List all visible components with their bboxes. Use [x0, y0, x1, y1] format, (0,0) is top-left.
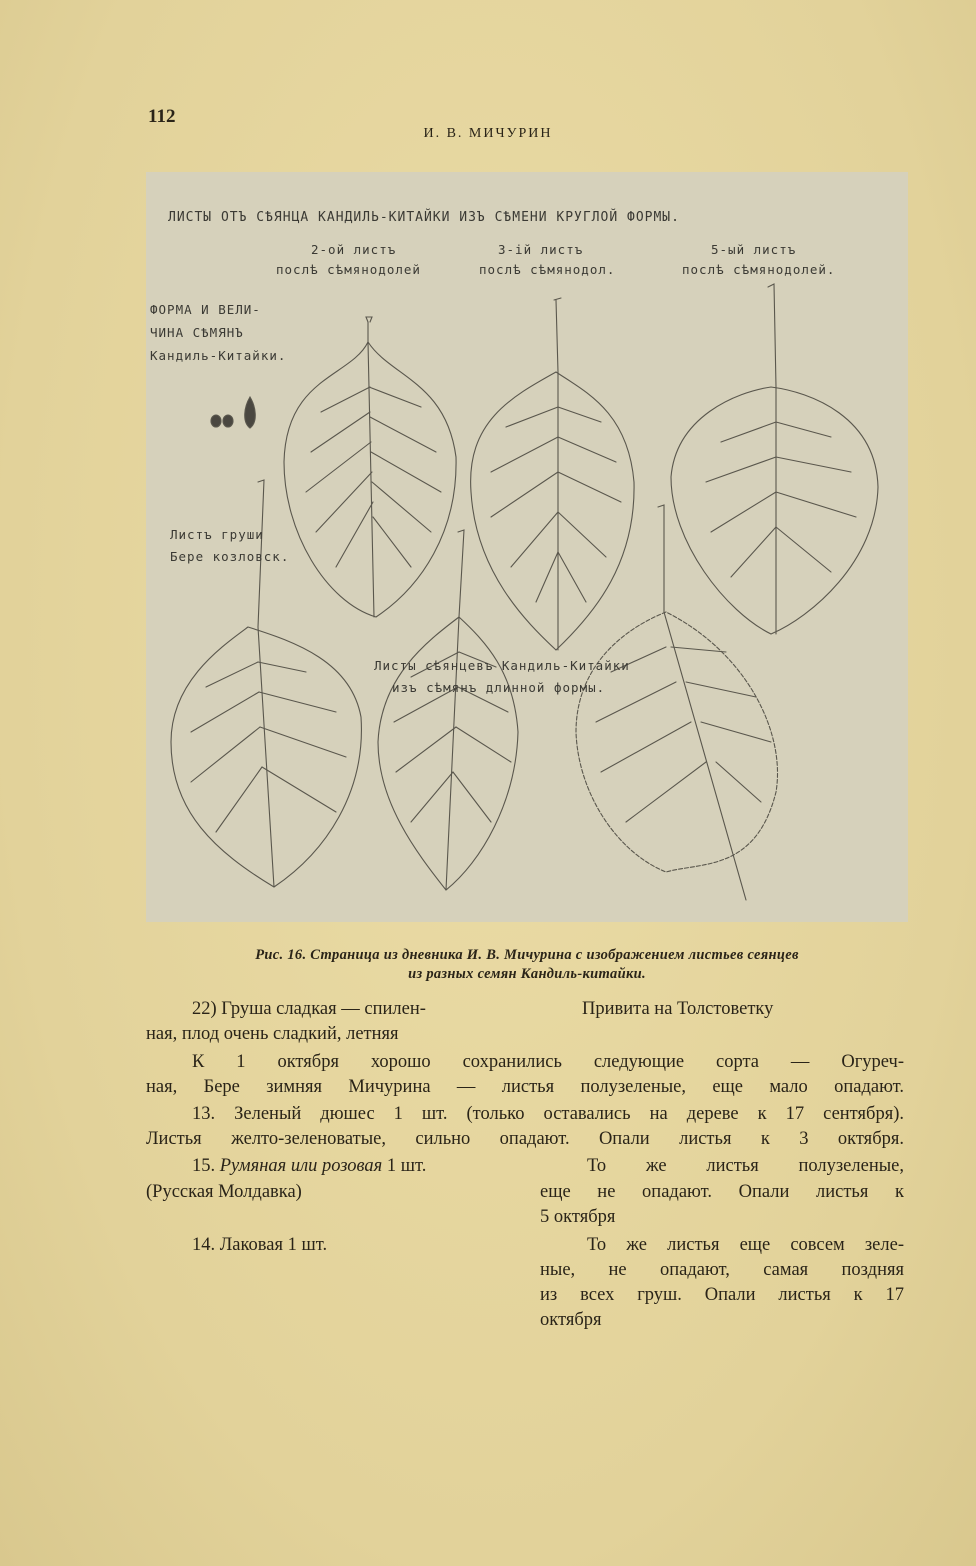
item15-right-line2: еще не опадают. Опали листья к — [540, 1182, 904, 1202]
leaf-label-5th-line1: 5-ый листъ — [711, 242, 797, 257]
para1-line2: ная, Бере зимняя Мичурина — листья полузеленые, еще мало опадают. — [146, 1077, 904, 1097]
diary-figure — [146, 172, 908, 922]
pear-note-line1: Листъ груши — [170, 527, 264, 542]
leaf-label-2nd-line2: послѣ сѣмянодолей — [276, 262, 421, 277]
item15-subtitle: (Русская Молдавка) — [146, 1182, 302, 1202]
leaf-drawings — [146, 172, 908, 922]
leaf-drawing-long-1 — [378, 530, 518, 890]
figure-caption — [146, 946, 908, 984]
item14-left: 14. Лаковая 1 шт. — [192, 1235, 328, 1255]
leaf-label-3rd-line1: 3-iй листъ — [498, 242, 584, 257]
leaf-drawing-2nd — [284, 317, 456, 617]
leaf-drawing-long-2 — [576, 505, 778, 900]
item15-quantity: 1 шт. — [386, 1156, 427, 1176]
long-seed-note-line2: изъ сѣмянъ длинной формы. — [392, 680, 606, 695]
pear-note-line2: Бере козловск. — [170, 549, 290, 564]
item14-right-line4: октября — [540, 1310, 602, 1330]
item22-left-line2: ная, плод очень сладкий, летняя — [146, 1024, 399, 1044]
leaf-drawing-3rd — [471, 298, 634, 650]
leaf-label-3rd-line2: послѣ сѣмянодол. — [479, 262, 616, 277]
figure-title: ЛИСТЫ ОТЪ СѢЯНЦА КАНДИЛЬ-КИТАЙКИ ИЗЪ СѢМЕНИ КРУГЛОЙ ФОРМЫ. — [168, 210, 680, 225]
item13-line2: Листья желто-зеленоватые, сильно опадают. Опали листья к 3 октября. — [146, 1129, 904, 1149]
leaf-drawing-5th — [671, 284, 878, 634]
item14-right-line2: ные, не опадают, самая поздняя — [540, 1260, 904, 1280]
item15-number: 15. — [192, 1156, 216, 1176]
seed-drawings — [211, 397, 255, 428]
long-seed-note-line1: Листы сѣянцевъ Кандиль-Китайки — [374, 658, 630, 673]
item13-line1: 13. Зеленый дюшес 1 шт. (только оставались на дереве к 17 сентября). — [192, 1104, 904, 1124]
para1-line1: К 1 октября хорошо сохранились следующие сорта — Огуреч- — [192, 1052, 904, 1072]
item15-right-line1: То же листья полузеленые, — [587, 1156, 904, 1176]
page-number: 112 — [148, 106, 176, 127]
caption-line2: из разных семян Кандиль-китайки. — [408, 966, 646, 982]
leaf-label-2nd-line1: 2-ой листъ — [311, 242, 397, 257]
running-head: И. В. МИЧУРИН — [423, 126, 553, 141]
seed-note-line2: ЧИНА СѢМЯНЪ — [150, 325, 244, 340]
seed-note-line3: Кандиль-Китайки. — [150, 348, 287, 363]
seed-note-line1: ФОРМА И ВЕЛИ- — [150, 302, 261, 317]
item22-right: Привита на Толстоветку — [582, 999, 774, 1019]
item14-right-line1: То же листья еще совсем зеле- — [587, 1235, 904, 1255]
item15-title — [192, 1154, 426, 1179]
item22-left-line1: 22) Груша сладкая — спилен- — [192, 999, 426, 1019]
leaf-label-5th-line2: послѣ сѣмянодолей. — [682, 262, 836, 277]
caption-line1: Рис. 16. Страница из дневника И. В. Мичурина с изображением листьев сеянцев — [255, 947, 799, 963]
item15-name: Румяная или розовая — [219, 1156, 383, 1176]
item14-right-line3: из всех груш. Опали листья к 17 — [540, 1285, 904, 1305]
item15-right-line3: 5 октября — [540, 1207, 616, 1227]
